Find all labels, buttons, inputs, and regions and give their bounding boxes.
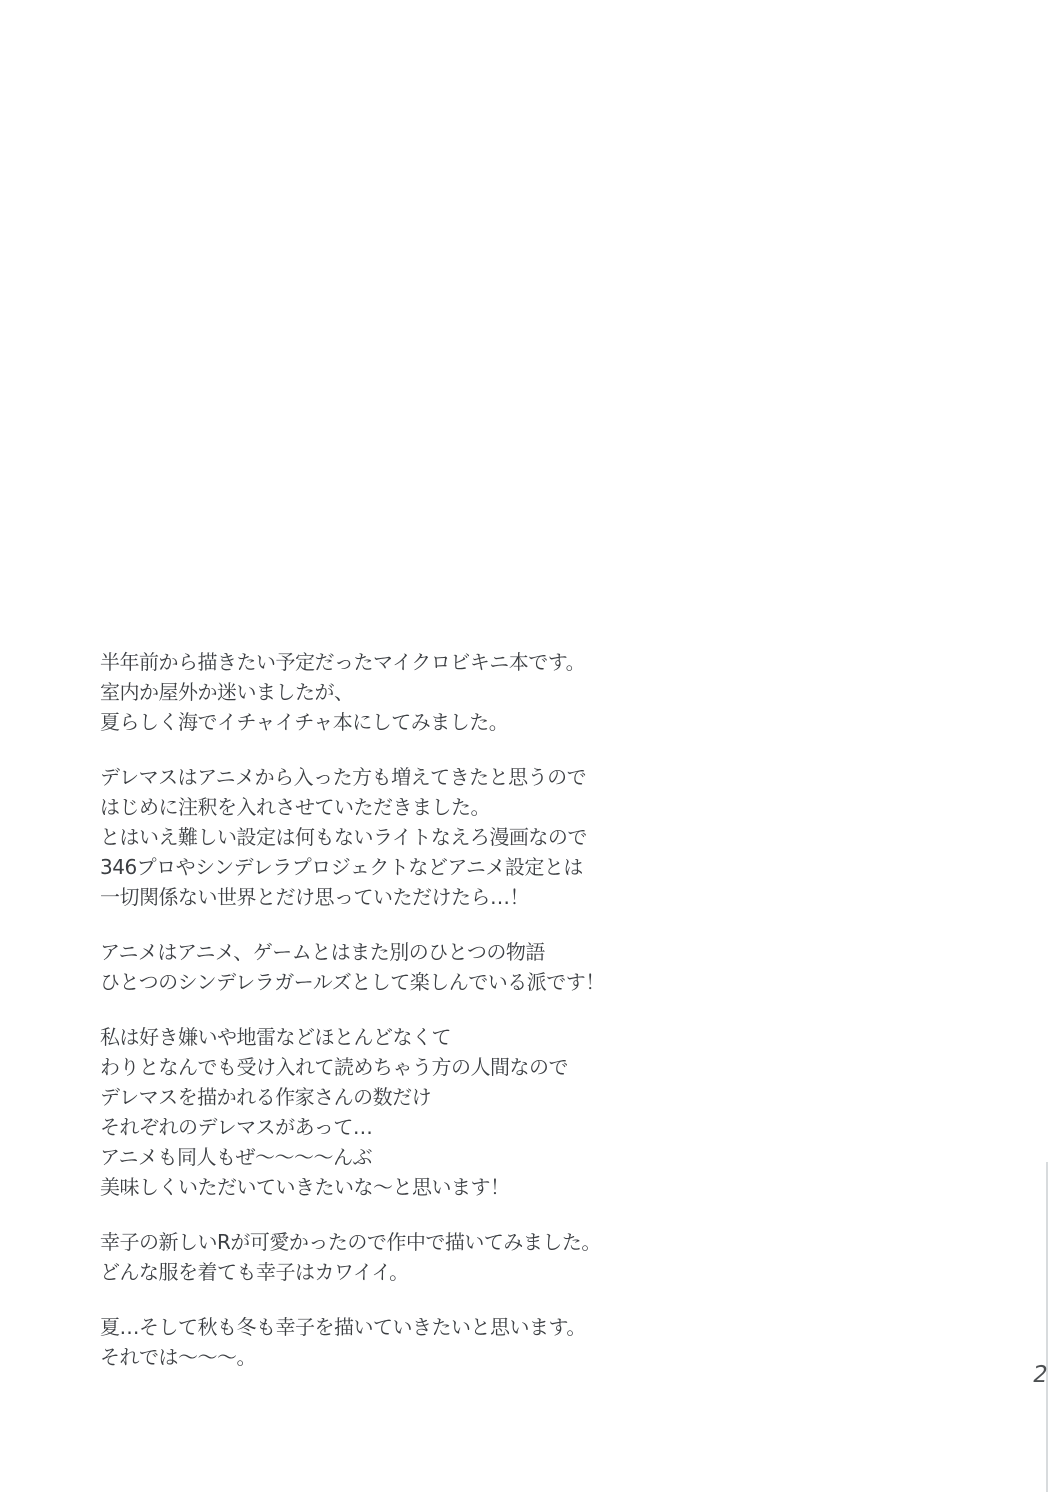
paragraph — [100, 1227, 800, 1287]
text-line: それでは～～～。 — [100, 1345, 256, 1369]
afterword-text-block — [100, 647, 800, 1397]
text-line: アニメも同人もぜ～～～～んぶ — [100, 1145, 372, 1169]
text-line: それぞれのデレマスがあって… — [100, 1115, 373, 1139]
text-line: 夏…そして秋も冬も幸子を描いていきたいと思います。 — [100, 1315, 586, 1339]
text-line: 夏らしく海でイチャイチャ本にしてみました。 — [100, 710, 509, 734]
text-line: デレマスを描かれる作家さんの数だけ — [100, 1085, 432, 1109]
text-line: デレマスはアニメから入った方も増えてきたと思うので — [100, 765, 587, 789]
paragraph — [100, 1312, 800, 1372]
paragraph — [100, 762, 800, 912]
text-line: はじめに注釈を入れさせていただきました。 — [100, 795, 490, 819]
text-line: 346プロやシンデレラプロジェクトなどアニメ設定とは — [100, 855, 583, 879]
text-line: 一切関係ない世界とだけ思っていただけたら…！ — [100, 885, 529, 909]
text-line: アニメはアニメ、ゲームとはまた別のひとつの物語 — [100, 940, 545, 964]
text-line: どんな服を着ても幸子はカワイイ。 — [100, 1260, 409, 1284]
paragraph — [100, 1022, 800, 1202]
text-line: わりとなんでも受け入れて読めちゃう方の人間なので — [100, 1055, 568, 1079]
text-line: 半年前から描きたい予定だったマイクロビキニ本です。 — [100, 650, 586, 674]
text-line: とはいえ難しい設定は何もないライトなえろ漫画なので — [100, 825, 587, 849]
text-line: 室内か屋外か迷いましたが、 — [100, 680, 354, 704]
text-line: ひとつのシンデレラガールズとして楽しんでいる派です！ — [100, 970, 605, 994]
text-line: 私は好き嫌いや地雷などほとんどなくて — [100, 1025, 451, 1049]
paragraph — [100, 937, 800, 997]
paragraph — [100, 647, 800, 737]
text-line: 美味しくいただいていきたいな～と思います！ — [100, 1175, 510, 1199]
page-number: 2 — [1030, 1362, 1050, 1388]
page-edge-shadow — [1046, 1162, 1048, 1492]
text-line: 幸子の新しいRが可愛かったので作中で描いてみました。 — [100, 1230, 601, 1254]
